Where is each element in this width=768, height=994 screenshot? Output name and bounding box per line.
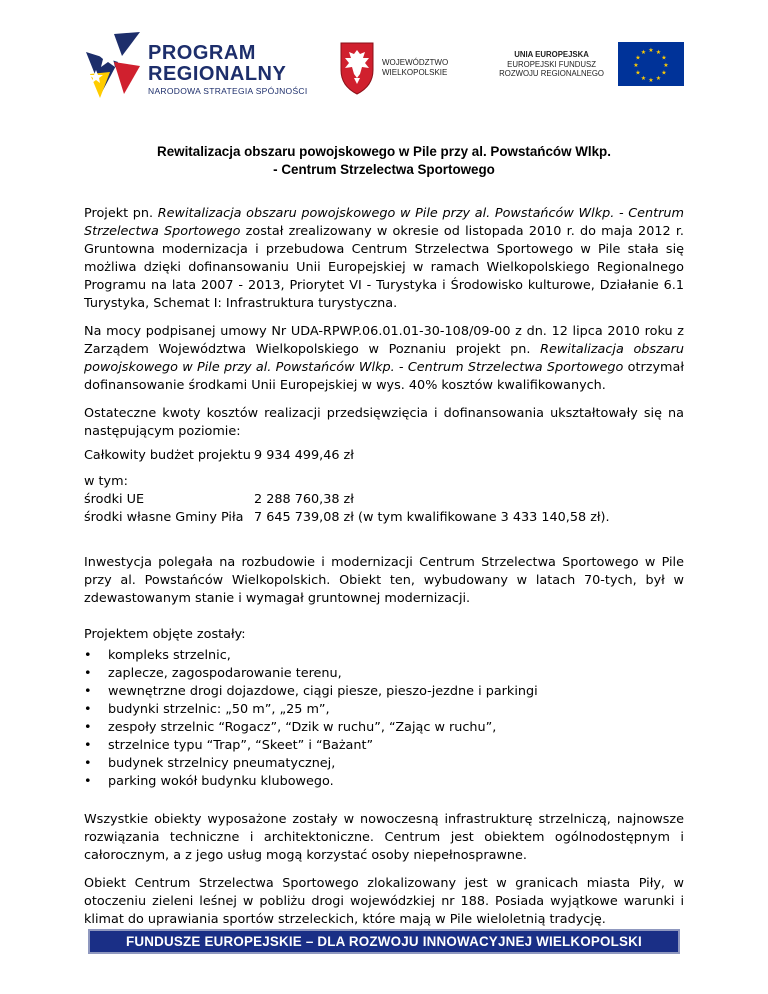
svg-text:★: ★ [661,69,667,77]
svg-text:★: ★ [648,77,654,84]
budget-total-value: 9 934 499,46 zł [254,448,354,463]
paragraph-agreement [84,323,684,395]
p2-prefix: Na mocy podpisanej umowy Nr UDA-RPWP.06.01.01-30-108/09-00 z dn. 12 lipca 2010 roku z Zarządem Województwa Wielkopolskiego w Poznaniu projekt pn. [84,324,684,357]
scope-item-text: zaplecze, zagospodarowanie terenu, [108,666,342,681]
svg-text:★: ★ [635,54,641,62]
list-item [84,773,684,791]
scope-item-text: zespoły strzelnic “Rogacz”, “Dzik w ruchu”, “Zając w ruchu”, [108,720,497,735]
scope-list [84,647,684,791]
budget-total-row [84,447,684,465]
wlkp-logo-line1: WOJEWÓDZTWO [382,58,449,67]
eu-flag-icon [618,42,684,86]
p1-prefix: Projekt pn. [84,206,158,221]
budget-of-which: w tym: [84,474,128,489]
wlkp-logo-line2: WIELKOPOLSKIE [382,68,448,77]
budget-total-label: Całkowity budżet projektu [84,448,251,463]
paragraph-location: Obiekt Centrum Strzelectwa Sportowego zlokalizowany jest w granicach miasta Piły, w otoczeniu zieleni leśnej w pobliżu drogi wojewódzkiej nr 188. Posiada wyjątkowe warunki i klimat do uprawiania sportów strzeleckich, które mają w Pile wieloletnią tradycję. [84,876,684,927]
document-title [60,143,708,179]
ue-logo-line2: EUROPEJSKI FUNDUSZ [507,59,596,69]
bullet-icon: • [84,720,92,735]
scope-item-text: strzelnice typu “Trap”, “Skeet” i “Bażant” [108,738,374,753]
list-item [84,719,684,737]
document-body [84,205,684,939]
paragraph-investment: Inwestycja polegała na rozbudowie i modernizacji Centrum Strzelectwa Sportowego w Pile przy al. Powstańców Wielkopolskich. Obiekt ten, wybudowany w latach 70-tych, był w zdewastowanym stanie i wymagał gruntownej modernizacji. [84,555,684,606]
list-item [84,647,684,665]
scope-item-text: budynek strzelnicy pneumatycznej, [108,756,336,771]
paragraph-costs-intro: Ostateczne kwoty kosztów realizacji przedsięwzięcia i dofinansowania ukształtowały się na następującym poziomie: [84,406,684,439]
program-logo-line1: PROGRAM [148,42,256,64]
svg-text:★: ★ [648,47,654,54]
budget-ue-label: środki UE [84,492,145,507]
list-item [84,683,684,701]
list-item [84,665,684,683]
title-line1: Rewitalizacja obszaru powojskowego w Pile przy al. Powstańców Wlkp. [157,144,611,159]
budget-ue-value: 2 288 760,38 zł [254,492,354,507]
p2-rest: otrzymał dofinansowanie środkami Unii Europejskiej w wys. 40% kosztów kwalifikowanych. [84,360,684,393]
svg-text:★: ★ [661,54,667,62]
eagle-shield-icon [338,40,376,96]
paragraph-project-intro [84,205,684,313]
list-item [84,737,684,755]
list-item [84,755,684,773]
scope-intro: Projektem objęte zostały: [84,627,246,642]
p1-rest: został zrealizowany w okresie od listopada 2010 r. do maja 2012 r. Gruntowna modernizacja i przebudowa Centrum Strzelectwa Sportowego w Pile stała się możliwa dzięki dofinansowaniu Unii Europejskiej w ramach Wielkopolskiego Regionalnego Programu na lata 2007 - 2013, Priorytet VI - Turystyka i Środowisko kulturowe, Działanie 6.1 Turystyka, Schemat I: Infrastruktura turystyczna. [84,224,684,311]
budget-own-value: 7 645 739,08 zł (w tym kwalifikowane 3 433 140,58 zł). [254,510,610,525]
svg-text:★: ★ [655,49,662,56]
ue-logo-text [499,50,604,79]
bullet-icon: • [84,666,92,681]
p2-project-name: Rewitalizacja obszaru powojskowego w Pile przy al. Powstańców Wlkp. - Centrum Strzelectwa Sportowego [84,342,684,375]
ue-logo-line3: ROZWOJU REGIONALNEGO [499,69,604,78]
budget-ue-row [84,491,684,509]
unia-europejska-logo [488,42,684,92]
scope-item-text: wewnętrzne drogi dojazdowe, ciągi piesze, pieszo-jezdne i parkingi [108,684,538,699]
svg-text:★: ★ [655,75,662,82]
bullet-icon: • [84,648,92,663]
svg-text:★: ★ [663,62,669,69]
budget-own-row [84,509,684,527]
program-logo-line2: REGIONALNY [148,63,287,85]
budget-own-label: środki własne Gminy Piła [84,510,244,525]
scope-item-text: budynki strzelnic: „50 m”, „25 m”, [108,702,330,717]
ue-logo-line1: UNIA EUROPEJSKA [514,50,589,59]
svg-text:★: ★ [635,69,641,77]
scope-item-text: parking wokół budynku klubowego. [108,774,334,789]
bullet-icon: • [84,756,92,771]
list-item [84,701,684,719]
bullet-icon: • [84,774,92,789]
bullet-icon: • [84,702,92,717]
title-line2: - Centrum Strzelectwa Sportowego [273,162,495,177]
paragraph-equipment: Wszystkie obiekty wyposażone zostały w nowoczesną infrastrukturę strzelniczą, najnowsze rozwiązania techniczne i architektoniczne. Centrum jest obiektem ogólnodostępnym i całorocznym, a z jego usług mogą korzystać osoby niepełnosprawne. [84,812,684,863]
program-regionalny-logo [84,32,324,102]
program-logo-tagline: NARODOWA STRATEGIA SPÓJNOŚCI [148,86,308,96]
wlkp-logo-text [382,58,448,78]
scope-item-text: kompleks strzelnic, [108,648,231,663]
program-regionalny-emblem-icon [84,32,142,102]
svg-text:★: ★ [640,75,647,82]
budget-table [84,447,684,527]
bullet-icon: • [84,738,92,753]
svg-text:★: ★ [633,62,639,69]
footer-slogan: FUNDUSZE EUROPEJSKIE – DLA ROZWOJU INNOWACYJNEJ WIELKOPOLSKI [126,934,642,949]
bullet-icon: • [84,684,92,699]
footer-slogan-band [88,929,680,954]
p1-project-name: Rewitalizacja obszaru powojskowego w Pile przy al. Powstańców Wlkp. - Centrum Strzelectwa Sportowego [84,206,684,239]
wojewodztwo-wielkopolskie-logo [338,38,478,98]
svg-text:★: ★ [640,49,647,56]
